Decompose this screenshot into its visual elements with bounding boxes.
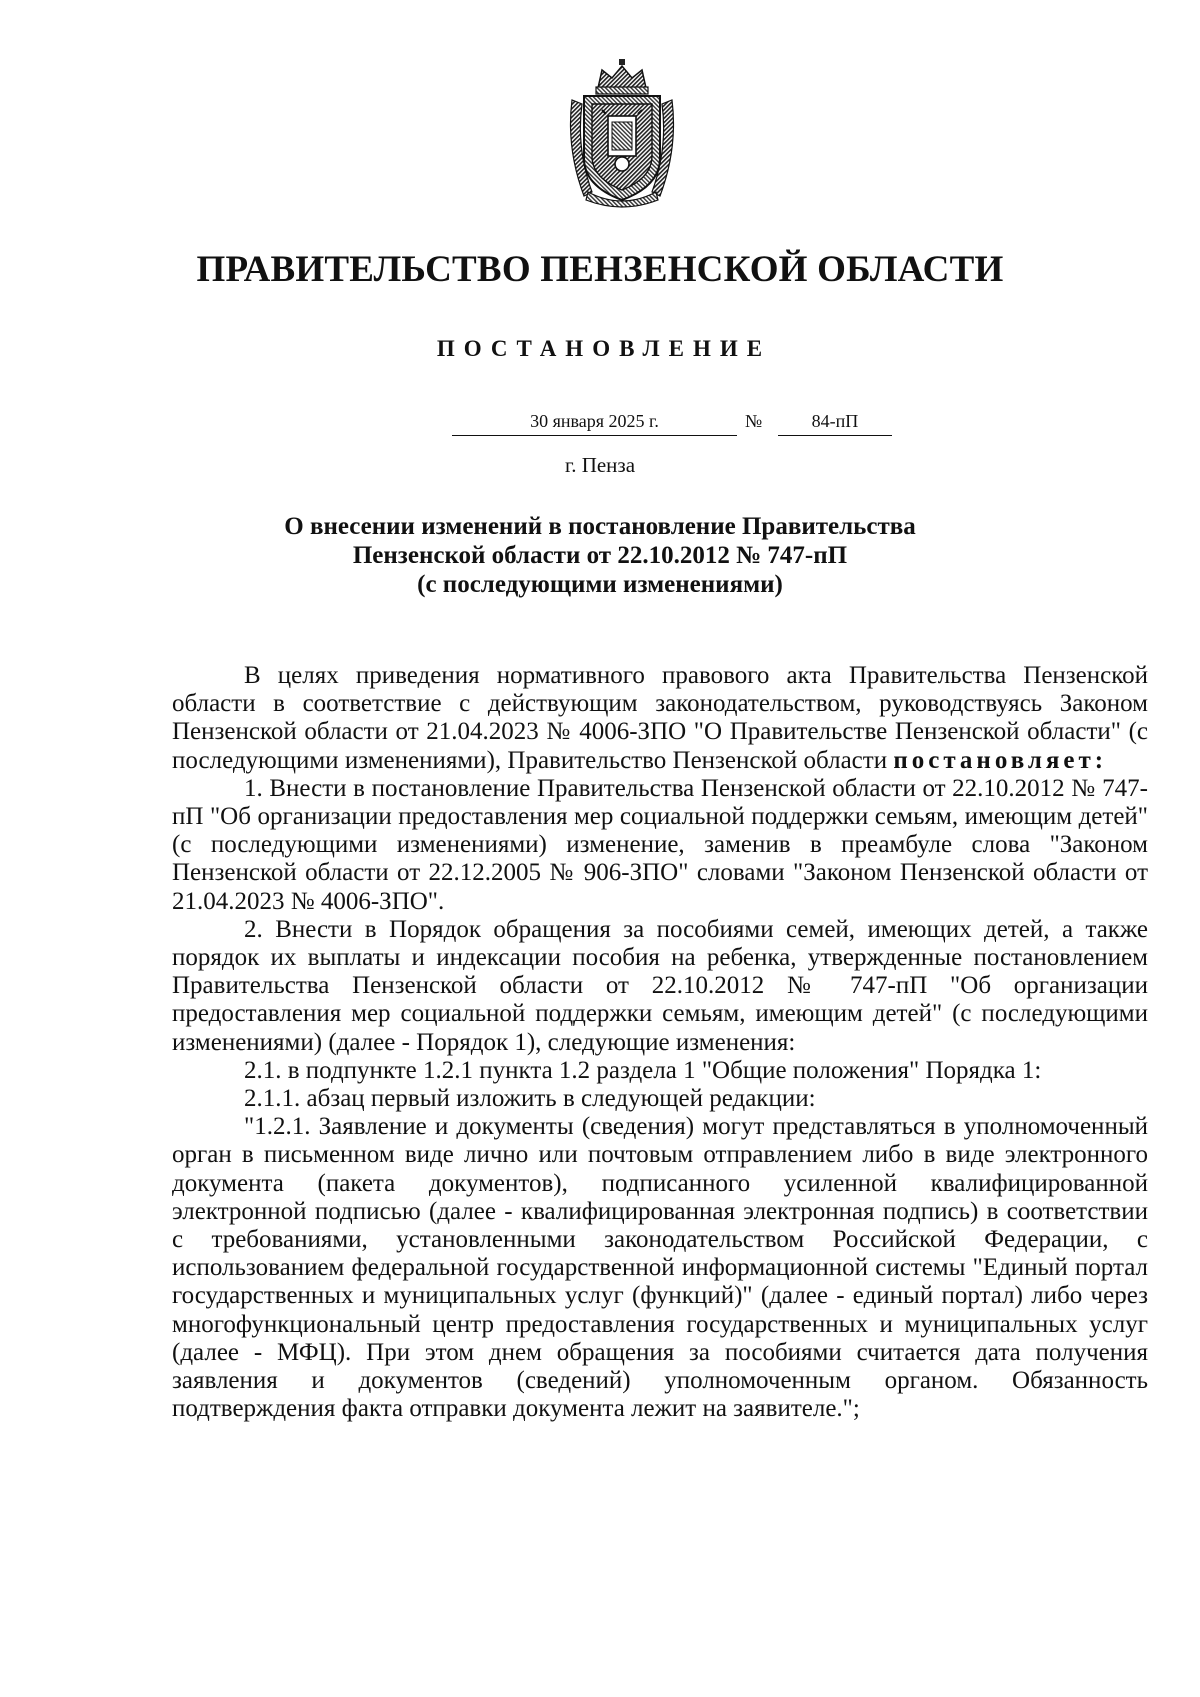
subject-line: О внесении изменений в постановление Правительства: [284, 513, 916, 540]
document-city: г. Пенза: [564, 453, 636, 477]
government-title: ПРАВИТЕЛЬСТВО ПЕНЗЕНСКОЙ ОБЛАСТИ: [196, 249, 1004, 290]
item-2-paragraph: 2. Внести в Порядок обращения за пособиями семей, имеющих детей, а также порядок их выплаты и индексации пособия на ребенка, утвержденные постановлением Правительства Пензенской области от 22.10.2012 № 747-пП "Об организации предоставления мер социальной поддержки семьям, имеющим детей" (с последующими изменениями) (далее - Порядок 1), следующие изменения:: [172, 915, 1148, 1056]
item-2-1-1-paragraph: 2.1.1. абзац первый изложить в следующей редакции:: [244, 1085, 816, 1113]
document-type: ПОСТАНОВЛЕНИЕ: [436, 336, 772, 361]
number-sign: №: [745, 411, 763, 431]
subject-line: (с последующими изменениями): [417, 571, 783, 598]
item-2-1-paragraph: 2.1. в подпункте 1.2.1 пункта 1.2 раздела 1 "Общие положения" Порядка 1:: [244, 1056, 1042, 1084]
document-subject: [0, 512, 1200, 599]
item-1-paragraph: 1. Внести в постановление Правительства Пензенской области от 22.10.2012 № 747-пП "Об организации предоставления мер социальной поддержки семьям, имеющим детей" (с последующими изменениями) изменение, заменив в преамбуле слова "Законом Пензенской области от 22.12.2005 № 906-ЗПО" словами "Законом Пензенской области от 21.04.2023 № 4006-ЗПО".: [172, 774, 1148, 915]
date-number-line: [0, 408, 1200, 438]
resolves-word: постановляет:: [893, 746, 1108, 774]
preamble-paragraph: [172, 662, 1148, 775]
document-number: 84-пП: [778, 408, 892, 436]
document-date: 30 января 2025 г.: [452, 408, 737, 436]
quoted-paragraph: "1.2.1. Заявление и документы (сведения) могут представляться в уполномоченный орган в письменном виде лично или почтовым отправлением либо в виде электронного документа (пакета документов), подписанного усиленной квалифицированной электронной подписью (далее - квалифицированная электронная подпись) в соответствии с требованиями, установленными законодательством Российской Федерации, с использованием федеральной государственной информационной системы "Единый портал государственных и муниципальных услуг (функций)" (далее - единый портал) либо через многофункциональный центр предоставления государственных и муниципальных услуг (далее - МФЦ). При этом днем обращения за пособиями считается дата получения заявления и документов (сведений) уполномоченным органом. Обязанность подтверждения факта отправки документа лежит на заявителе.";: [172, 1113, 1148, 1423]
coat-of-arms-emblem: [562, 58, 682, 208]
subject-line: Пензенской области от 22.10.2012 № 747-пП: [352, 542, 848, 569]
document-body: [172, 662, 1148, 1423]
preamble-text: В целях приведения нормативного правового акта Правительства Пензенской области в соответствие с действующим законодательством, руководствуясь Законом Пензенской области от 21.04.2023 № 4006-ЗПО "О Правительстве Пензенской области" (с последующими изменениями), Правительство Пензенской области: [172, 662, 1148, 774]
